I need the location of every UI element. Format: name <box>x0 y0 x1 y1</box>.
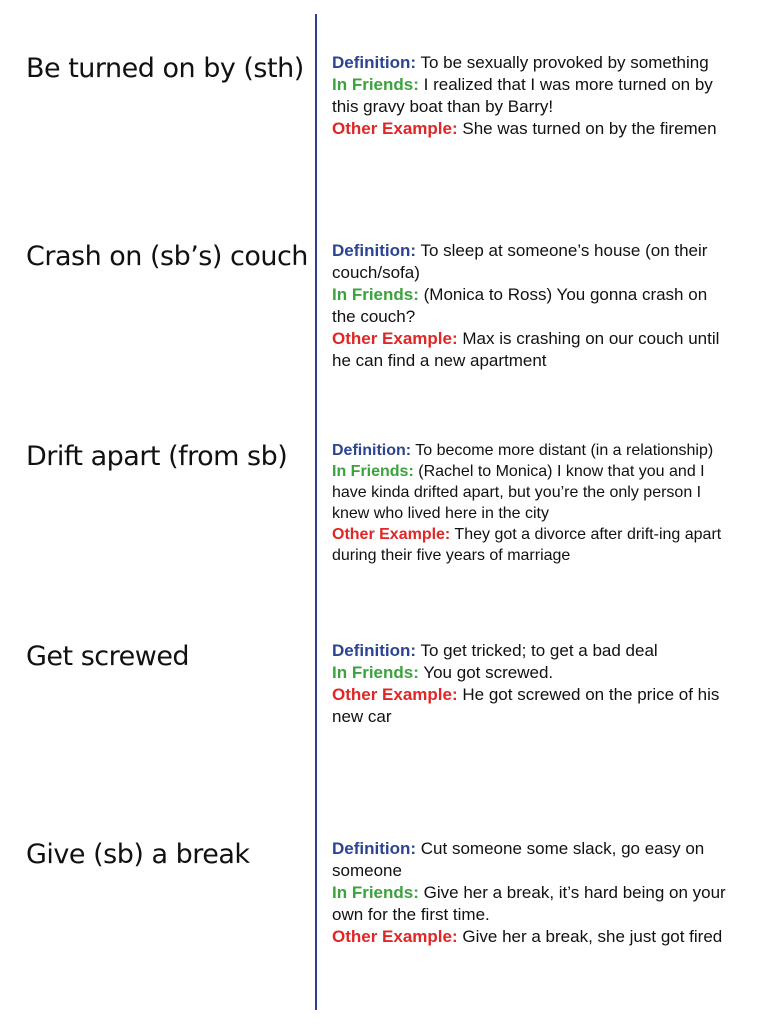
entry-term: Get screwed <box>26 641 190 672</box>
definition-text: To become more distant (in a relationship) <box>415 442 714 459</box>
entry-term: Give (sb) a break <box>26 839 250 870</box>
definition-text: To be sexually provoked by something <box>420 53 709 72</box>
other-example-text: Max is crashing on our couch until he can find a new apartment <box>332 329 720 370</box>
definition-label: Definition: <box>332 641 417 660</box>
in-friends-text: (Rachel to Monica) I know that you and I have kinda drifted apart, but you’re the only person I knew who lived here in the city <box>332 463 705 522</box>
definition-text: Cut someone some slack, go easy on someone <box>332 839 705 880</box>
in-friends-label: In Friends: <box>332 883 419 902</box>
entry-body <box>332 838 732 948</box>
entry-term: Crash on (sb’s) couch <box>26 241 308 272</box>
other-example-label: Other Example: <box>332 685 458 704</box>
in-friends-text: I realized that I was more turned on by this gravy boat than by Barry! <box>332 75 713 116</box>
definition-text: To get tricked; to get a bad deal <box>420 641 658 660</box>
entry-term: Be turned on by (sth) <box>26 53 304 84</box>
center-divider-line <box>315 14 317 1010</box>
entry-term: Drift apart (from sb) <box>26 441 288 472</box>
other-example-text: They got a divorce after drift-ing apart during their five years of marriage <box>332 526 722 564</box>
definition-text: To sleep at someone’s house (on their couch/sofa) <box>332 241 708 282</box>
other-example-label: Other Example: <box>332 119 458 138</box>
definition-label: Definition: <box>332 839 417 858</box>
in-friends-text: Give her a break, it’s hard being on your own for the first time. <box>332 883 726 924</box>
other-example-text: She was turned on by the firemen <box>462 119 717 138</box>
definition-label: Definition: <box>332 241 417 260</box>
other-example-label: Other Example: <box>332 329 458 348</box>
definition-label: Definition: <box>332 442 412 459</box>
entry-body <box>332 640 732 728</box>
other-example-label: Other Example: <box>332 526 451 543</box>
definition-label: Definition: <box>332 53 417 72</box>
other-example-label: Other Example: <box>332 927 458 946</box>
other-example-text: He got screwed on the price of his new car <box>332 685 720 726</box>
in-friends-label: In Friends: <box>332 463 414 480</box>
entry-body <box>332 440 732 566</box>
entry-body <box>332 52 732 140</box>
in-friends-text: (Monica to Ross) You gonna crash on the couch? <box>332 285 708 326</box>
other-example-text: Give her a break, she just got fired <box>462 927 723 946</box>
entry-body <box>332 240 732 372</box>
in-friends-label: In Friends: <box>332 285 419 304</box>
in-friends-text: You got screwed. <box>423 663 554 682</box>
in-friends-label: In Friends: <box>332 663 419 682</box>
in-friends-label: In Friends: <box>332 75 419 94</box>
